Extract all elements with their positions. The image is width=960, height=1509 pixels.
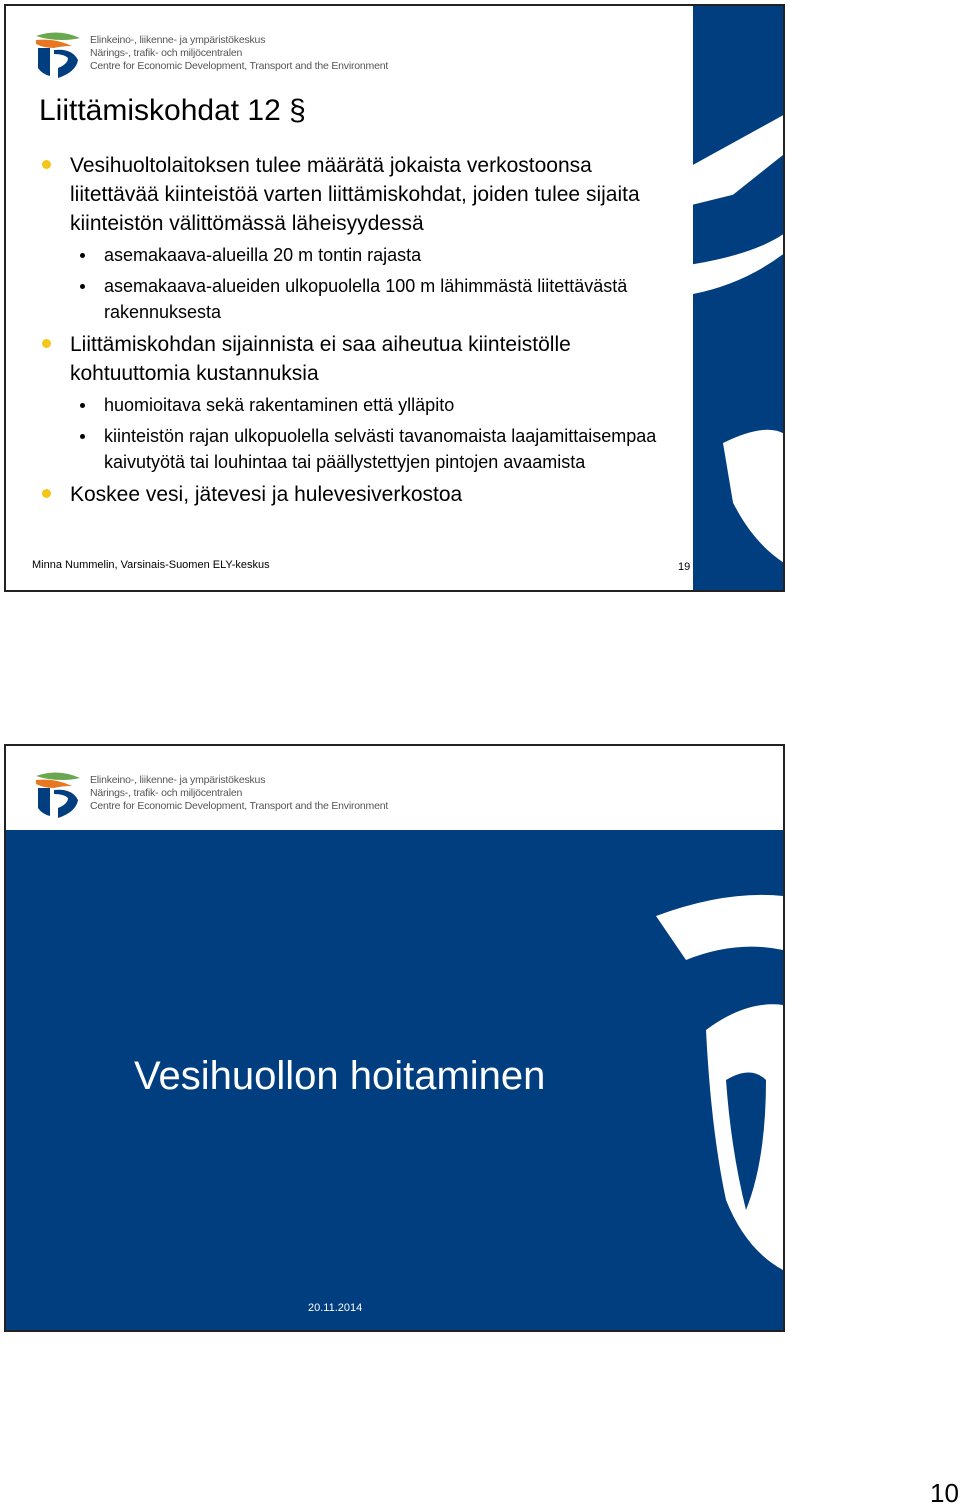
- sub-bullet-2-2: kiinteistön rajan ulkopuolella selvästi tavanomaista laajamittaisempaa kaivutyötä tai louhintaa tai päällystettyjen pintojen avaamista: [32, 423, 672, 475]
- section-title: Vesihuollon hoitaminen: [134, 1054, 546, 1098]
- slide-1: [4, 4, 785, 592]
- slide-date: 20.11.2014: [308, 1302, 363, 1314]
- logo-line-3: Centre for Economic Development, Transport and the Environment: [90, 60, 389, 72]
- logo-line-2: Närings-, trafik- och miljöcentralen: [90, 47, 243, 59]
- ely-logo: [32, 28, 389, 84]
- ely-emblem-icon: [32, 28, 84, 80]
- logo-line-1: Elinkeino-, liikenne- ja ympäristökeskus: [90, 774, 266, 786]
- sub-bullet-1-1: asemakaava-alueilla 20 m tontin rajasta: [32, 242, 672, 268]
- ely-logo-text: [90, 774, 388, 813]
- slide-title: Liittämiskohdat 12 §: [39, 94, 306, 127]
- ely-emblem-icon: [32, 768, 84, 820]
- slide-content: [32, 151, 672, 513]
- slide-number: 19: [678, 561, 691, 573]
- slide-footer-author: Minna Nummelin, Varsinais-Suomen ELY-keskus: [32, 559, 270, 571]
- sub-bullet-2-1: huomioitava sekä rakentaminen että ylläpito: [32, 392, 672, 418]
- logo-line-2: Närings-, trafik- och miljöcentralen: [90, 787, 243, 799]
- bullet-3: Koskee vesi, jätevesi ja hulevesiverkostoa: [32, 480, 672, 509]
- ely-logo-text: [90, 34, 388, 73]
- title-panel: [6, 830, 783, 1332]
- ely-logo: [32, 768, 389, 824]
- logo-line-3: Centre for Economic Development, Transport and the Environment: [90, 800, 389, 812]
- slide-2: [4, 744, 785, 1332]
- side-decoration: [693, 6, 783, 590]
- logo-line-1: Elinkeino-, liikenne- ja ympäristökeskus: [90, 34, 266, 46]
- bullet-1: Vesihuoltolaitoksen tulee määrätä jokaista verkostoonsa liitettävää kiinteistöä varten liittämiskohdat, joiden tulee sijaita kiinteistön välittömässä läheisyydessä: [32, 151, 672, 238]
- page-number: 10: [930, 1478, 959, 1508]
- bullet-2: Liittämiskohdan sijainnista ei saa aiheutua kiinteistölle kohtuuttomia kustannuksia: [32, 330, 672, 388]
- sub-bullet-1-2: asemakaava-alueiden ulkopuolella 100 m lähimmästä liitettävästä rakennuksesta: [32, 273, 672, 325]
